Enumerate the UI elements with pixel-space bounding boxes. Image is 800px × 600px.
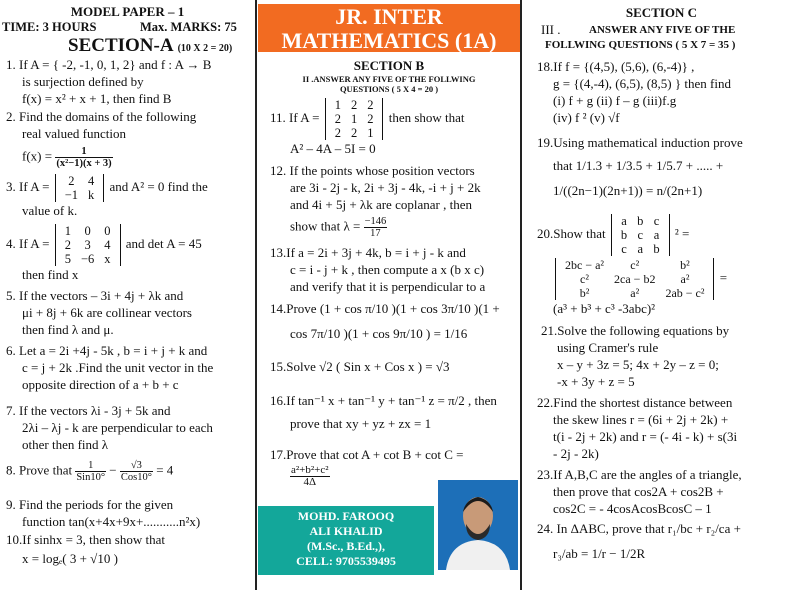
det-cell: b² [579, 286, 590, 300]
banner-line-1: JR. INTER [335, 4, 443, 29]
q4-text: 4. If A = [6, 235, 53, 251]
q17-line: 17.Prove that cot A + cot B + cot C = [270, 447, 464, 462]
matrix-cell: 1 [64, 224, 71, 238]
question-21 [541, 322, 729, 390]
det-cell: 2ab − c² [665, 286, 705, 300]
q12-line: are 3i - 2j - k, 2i + 3j - 4k, -i + j + 2k [290, 180, 481, 195]
section-c-instructions: ANSWER ANY FIVE OF THE [589, 24, 736, 36]
det-cell: 2ca − b2 [614, 272, 656, 286]
q20-determinant [611, 214, 670, 256]
question-20: 20.Show that a b c b c a c a b ² = 2bc − a² c² b² c² 2ca − b2 a² b² a² 2ab − c² = (a³ + b³ + c³ -3abc)² [537, 214, 728, 316]
matrix-cell: 1 [350, 112, 358, 126]
question-16 [270, 392, 497, 432]
matrix-cell: 2 [334, 112, 341, 126]
column-divider [520, 0, 522, 590]
det-cell: a² [630, 286, 640, 300]
det-cell: a² [680, 272, 690, 286]
section-c-title: SECTION C [625, 5, 698, 20]
q6-line: 6. Let a = 2i +4j - 5k , b = i + j + k and [6, 343, 208, 358]
matrix-cell: 2 [68, 174, 75, 188]
question-18 [537, 58, 731, 126]
det-cell: b [637, 214, 644, 228]
matrix-cell: 1 [367, 126, 374, 140]
q8-minus: − [106, 462, 120, 478]
section-c-instructions: FOLLWING QUESTIONS ( 5 X 7 = 35 ) [545, 39, 736, 51]
time-label: TIME: 3 HOURS [2, 20, 97, 34]
q3-text: 3. If A = [6, 178, 53, 194]
question-7 [6, 402, 213, 453]
q7-line: 7. If the vectors λi - 3j + 5k and [6, 403, 171, 418]
matrix-cell: 2 [367, 98, 374, 112]
q3-matrix [55, 174, 105, 202]
question-13 [270, 244, 485, 295]
question-6 [6, 342, 213, 393]
matrix-cell: 2 [350, 98, 358, 112]
q21-line: 21.Solve the following equations by [541, 323, 730, 338]
q8-f1-numerator: 1 [88, 460, 94, 471]
det-cell: c [621, 242, 627, 256]
q1-line: f(x) = x² + x + 1, then find B [22, 91, 172, 106]
q7-line: 2λi – λj - k are perpendicular to each [22, 420, 213, 435]
q23-line: 23.If A,B,C are the angles of a triangle, [537, 467, 742, 482]
q5-line: then find λ and μ. [22, 322, 114, 337]
q19-line: 1/((2n−1)(2n+1)) = n/(2n+1) [553, 183, 703, 198]
q19-line: 19.Using mathematical induction prove [537, 135, 743, 150]
q22-line: the skew lines r = (6i + 2j + 2k) + [553, 412, 729, 427]
q9-line: 9. Find the periods for the given [6, 497, 174, 512]
q17-numerator: a²+b²+c² [291, 464, 329, 476]
q16-line: 16.If tan⁻¹ x + tan⁻¹ y + tan⁻¹ z = π/2 , then [270, 393, 497, 408]
det-cell: a [653, 228, 660, 242]
q2-line: real valued function [22, 126, 126, 141]
q9-line: function tan(x+4x+9x+...........n²x) [22, 514, 201, 529]
q21-line: using Cramer's rule [557, 340, 659, 355]
q4-text: then find x [22, 267, 79, 282]
q8-f2-denominator: Cos10° [120, 472, 152, 483]
q12-line: and 4i + 5j + λk are coplanar , then [290, 197, 472, 212]
question-1 [6, 56, 211, 107]
q10-line: x = logₑ( 3 + √10 ) [22, 551, 118, 566]
q2-function-label: f(x) = [22, 148, 56, 164]
question-2 [6, 108, 196, 169]
det-cell: 2bc − a² [565, 258, 605, 272]
det-cell: a [621, 214, 627, 228]
q21-line: -x + 3y + z = 5 [557, 374, 635, 389]
question-23 [537, 466, 742, 517]
model-paper-title: MODEL PAPER – 1 [70, 4, 185, 19]
q1-line: 1. If A = { -2, -1, 0, 1, 2} and f : A → B [6, 57, 212, 72]
det-cell: b [653, 242, 660, 256]
author-phone: CELL: 9705539495 [296, 554, 396, 568]
matrix-cell: 2 [367, 112, 374, 126]
question-9 [6, 496, 200, 530]
q22-line: 22.Find the shortest distance between [537, 395, 733, 410]
q14-line: cos 7π/10 )(1 + cos 9π/10 ) = 1/16 [290, 326, 468, 341]
q3-text: value of k. [22, 203, 78, 218]
question-22 [537, 394, 737, 462]
q1-line: is surjection defined by [22, 74, 144, 89]
q20-determinant-expanded [555, 258, 714, 300]
q2-numerator: 1 [81, 146, 87, 157]
author-footer [258, 506, 434, 575]
q12-text: show that λ = [290, 218, 364, 234]
det-cell: b² [680, 258, 690, 272]
question-10 [6, 531, 165, 567]
section-a-column [0, 0, 255, 600]
matrix-cell: 3 [84, 238, 91, 252]
question-11 [270, 98, 465, 157]
q18-line: 18.If f = {(4,5), (5,6), (6,-4)} , [537, 59, 695, 74]
section-b-title: SECTION B [353, 58, 425, 73]
max-marks-label: Max. MARKS: 75 [140, 20, 237, 34]
q3-text: and A² = 0 find the [106, 178, 208, 194]
q6-line: c = j + 2k .Find the unit vector in the [22, 360, 214, 375]
column-divider [255, 0, 257, 590]
q12-line: 12. If the points whose position vectors [270, 163, 475, 178]
q13-line: 13.If a = 2i + 3j + 4k, b = i + j - k and [270, 245, 466, 260]
matrix-cell: 2 [334, 126, 341, 140]
section-b-column [258, 0, 520, 600]
banner-line-2: MATHEMATICS (1A) [281, 28, 497, 53]
q20-text: (a³ + b³ + c³ -3abc)² [553, 301, 656, 316]
q5-line: μi + 8j + 6k are collinear vectors [22, 305, 192, 320]
q12-numerator: −146 [364, 216, 387, 227]
section-c-column [523, 0, 800, 600]
q11-matrix [325, 98, 384, 140]
q23-line: then prove that cos2A + cos2B + [553, 484, 724, 499]
matrix-cell: −6 [80, 252, 95, 266]
question-12 [270, 162, 481, 239]
det-cell: c² [580, 272, 589, 286]
q22-line: - 2j - 2k) [553, 446, 599, 461]
matrix-cell: k [88, 188, 95, 202]
question-19 [537, 134, 743, 199]
instruction-line: II .ANSWER ANY FIVE OF THE FOLLWING [302, 74, 476, 84]
author-name-line: ALI KHALID [309, 524, 383, 538]
section-a-title: SECTION-A [68, 35, 174, 56]
det-cell: c² [630, 258, 640, 272]
section-b-instructions [258, 74, 520, 94]
q11-text: then show that [385, 109, 465, 125]
question-14 [270, 300, 500, 342]
question-17 [270, 446, 464, 488]
q20-text: ² = [671, 225, 690, 241]
section-a-heading [68, 35, 232, 57]
q18-line: (i) f + g (ii) f – g (iii)f.g [553, 93, 677, 108]
q21-line: x – y + 3z = 5; 4x + 2y – z = 0; [557, 357, 719, 372]
question-15: 15.Solve √2 ( Sin x + Cos x ) = √3 [270, 359, 450, 374]
matrix-cell: 1 [334, 98, 341, 112]
q18-line: g = {(4,-4), (6,5), (8,5) } then find [553, 76, 731, 91]
q24-line: 24. In ΔABC, prove that r₁/bc + r₂/ca + [537, 521, 741, 536]
matrix-cell: x [104, 252, 111, 266]
q20-text: 20.Show that [537, 225, 609, 241]
section-a-marks: (10 X 2 = 20) [177, 43, 233, 54]
question-5 [6, 287, 192, 338]
det-cell: b [620, 228, 628, 242]
author-qualification: (M.Sc., B.Ed.,), [307, 539, 385, 553]
q12-denominator: 17 [364, 227, 388, 239]
q16-line: prove that xy + yz + zx = 1 [290, 416, 432, 431]
q5-line: 5. If the vectors – 3i + 4j + λk and [6, 288, 184, 303]
q6-line: opposite direction of a + b + c [22, 377, 179, 392]
matrix-cell: 2 [64, 238, 71, 252]
question-3 [6, 174, 208, 219]
q2-denominator: (x²−1)(x + 3) [56, 158, 112, 169]
title-banner [258, 4, 520, 52]
q11-text: A² – 4A – 5I = 0 [290, 141, 376, 156]
question-4 [6, 224, 202, 283]
det-cell: c [653, 214, 660, 228]
det-cell: a [637, 242, 644, 256]
q19-line: that 1/1.3 + 1/3.5 + 1/5.7 + ..... + [553, 158, 724, 173]
q22-line: t(i - 2j + 2k) and r = (- 4i - k) + s(3i [553, 429, 738, 444]
q8-text: = 4 [152, 462, 174, 478]
q17-fraction [290, 465, 330, 488]
question-24 [537, 520, 741, 562]
q8-text: 8. Prove that [6, 462, 76, 478]
matrix-cell: 0 [84, 224, 91, 238]
q4-matrix [55, 224, 121, 266]
matrix-cell: 4 [88, 174, 95, 188]
det-cell: c [637, 228, 644, 242]
q11-text: 11. If A = [270, 109, 323, 125]
question-8 [6, 460, 173, 483]
q12-fraction [364, 216, 388, 239]
matrix-cell: 5 [64, 252, 71, 266]
q8-f1-denominator: Sin10° [76, 472, 106, 483]
q8-f2-numerator: √3 [130, 460, 142, 471]
instruction-line: QUESTIONS ( 5 X 4 = 20 ) [339, 84, 439, 94]
q10-line: 10.If sinhx = 3, then show that [6, 532, 165, 547]
q2-function [6, 146, 196, 169]
q8-fraction-2 [120, 460, 153, 483]
matrix-cell: 2 [350, 126, 358, 140]
q7-line: other then find λ [22, 437, 109, 452]
q18-line: (iv) f ² (v) √f [553, 110, 620, 125]
q23-line: cos2C = - 4cosAcosBcosC – 1 [553, 501, 712, 516]
matrix-cell: 4 [104, 238, 111, 252]
q2-line: 2. Find the domains of the following [6, 109, 197, 124]
q2-fraction [55, 146, 112, 169]
q13-line: and verify that it is perpendicular to a [290, 279, 486, 294]
q24-line: r₃/ab = 1/r − 1/2R [553, 546, 646, 561]
q8-fraction-1 [75, 460, 106, 483]
q4-text: and det A = 45 [122, 235, 202, 251]
matrix-cell: 0 [104, 224, 111, 238]
q13-line: c = i - j + k , then compute a x (b x c) [290, 262, 485, 277]
author-photo [436, 478, 520, 572]
q14-line: 14.Prove (1 + cos π/10 )(1 + cos 3π/10 )(1 + [270, 301, 500, 316]
section-c-roman: III . [541, 22, 561, 37]
person-portrait-icon [438, 480, 518, 570]
author-name-line: MOHD. FAROOQ [297, 509, 395, 523]
q17-denominator: 4Δ [290, 476, 330, 488]
matrix-cell: −1 [64, 188, 79, 202]
